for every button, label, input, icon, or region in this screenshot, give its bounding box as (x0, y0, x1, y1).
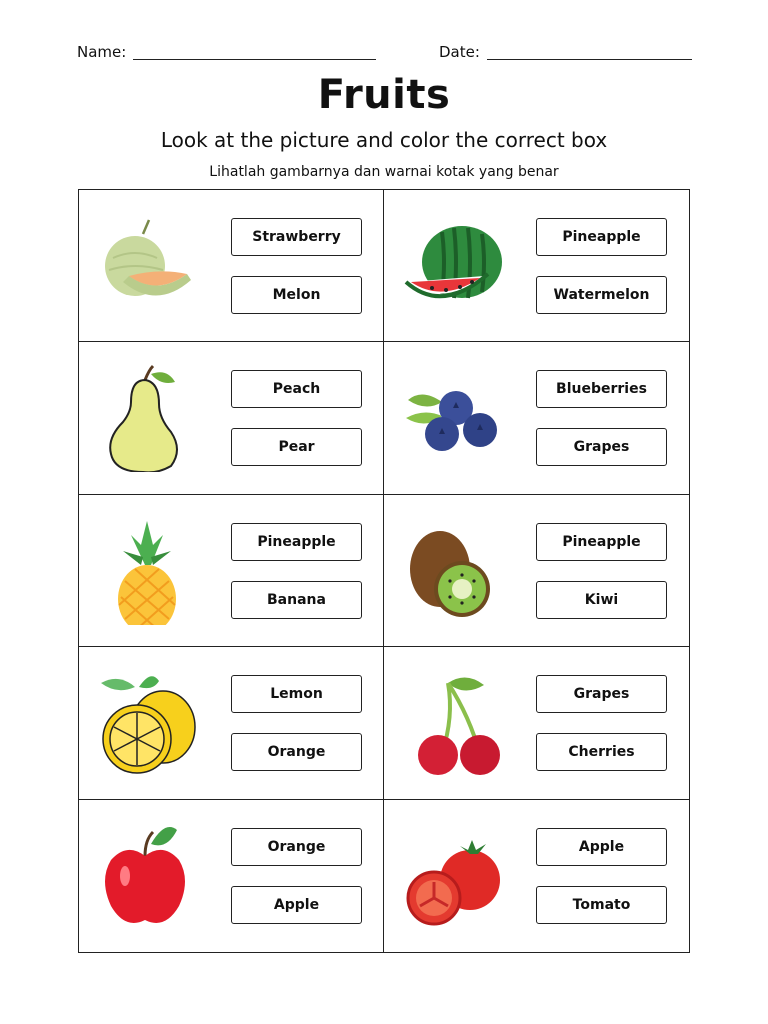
answer-box[interactable]: Pineapple (231, 523, 362, 561)
answer-box[interactable]: Melon (231, 276, 362, 314)
answer-box[interactable]: Tomato (536, 886, 667, 924)
instruction-translation: Lihatlah gambarnya dan warnai kotak yang benar (209, 164, 559, 180)
date-line[interactable] (487, 59, 692, 60)
answer-box[interactable]: Peach (231, 370, 362, 408)
fruit-cell (79, 647, 384, 799)
answer-box[interactable]: Orange (231, 828, 362, 866)
fruit-cell (384, 647, 689, 799)
cherries-icon (402, 667, 502, 777)
answer-box[interactable]: Grapes (536, 428, 667, 466)
tomato-icon (402, 820, 502, 930)
blueberries-icon (402, 362, 502, 472)
fruit-cell (384, 800, 689, 952)
answer-box[interactable]: Pineapple (536, 523, 667, 561)
answer-box[interactable]: Kiwi (536, 581, 667, 619)
lemon-icon (97, 667, 197, 777)
fruit-cell (384, 495, 689, 647)
fruit-cell (79, 342, 384, 494)
fruit-cell (384, 190, 689, 342)
answer-box[interactable]: Blueberries (536, 370, 667, 408)
answer-box[interactable]: Apple (536, 828, 667, 866)
apple-icon (97, 820, 197, 930)
kiwi-icon (402, 515, 502, 625)
answer-box[interactable]: Orange (231, 733, 362, 771)
name-line[interactable] (133, 59, 376, 60)
fruit-cell (79, 495, 384, 647)
answer-box[interactable]: Pear (231, 428, 362, 466)
answer-box[interactable]: Grapes (536, 675, 667, 713)
melon-icon (97, 210, 197, 320)
worksheet-title: Fruits (317, 72, 451, 118)
fruit-cell (79, 800, 384, 952)
date-label: Date: (439, 43, 480, 61)
answer-box[interactable]: Watermelon (536, 276, 667, 314)
answer-box[interactable]: Pineapple (536, 218, 667, 256)
answer-box[interactable]: Strawberry (231, 218, 362, 256)
answer-box[interactable]: Apple (231, 886, 362, 924)
name-label: Name: (77, 43, 127, 61)
answer-box[interactable]: Cherries (536, 733, 667, 771)
pineapple-icon (97, 515, 197, 625)
answer-box[interactable]: Banana (231, 581, 362, 619)
answer-box[interactable]: Lemon (231, 675, 362, 713)
pear-icon (97, 362, 197, 472)
fruit-cell (79, 190, 384, 342)
instruction-text: Look at the picture and color the correct box (160, 128, 608, 152)
watermelon-icon (402, 210, 502, 320)
fruit-grid (78, 189, 690, 953)
fruit-cell (384, 342, 689, 494)
